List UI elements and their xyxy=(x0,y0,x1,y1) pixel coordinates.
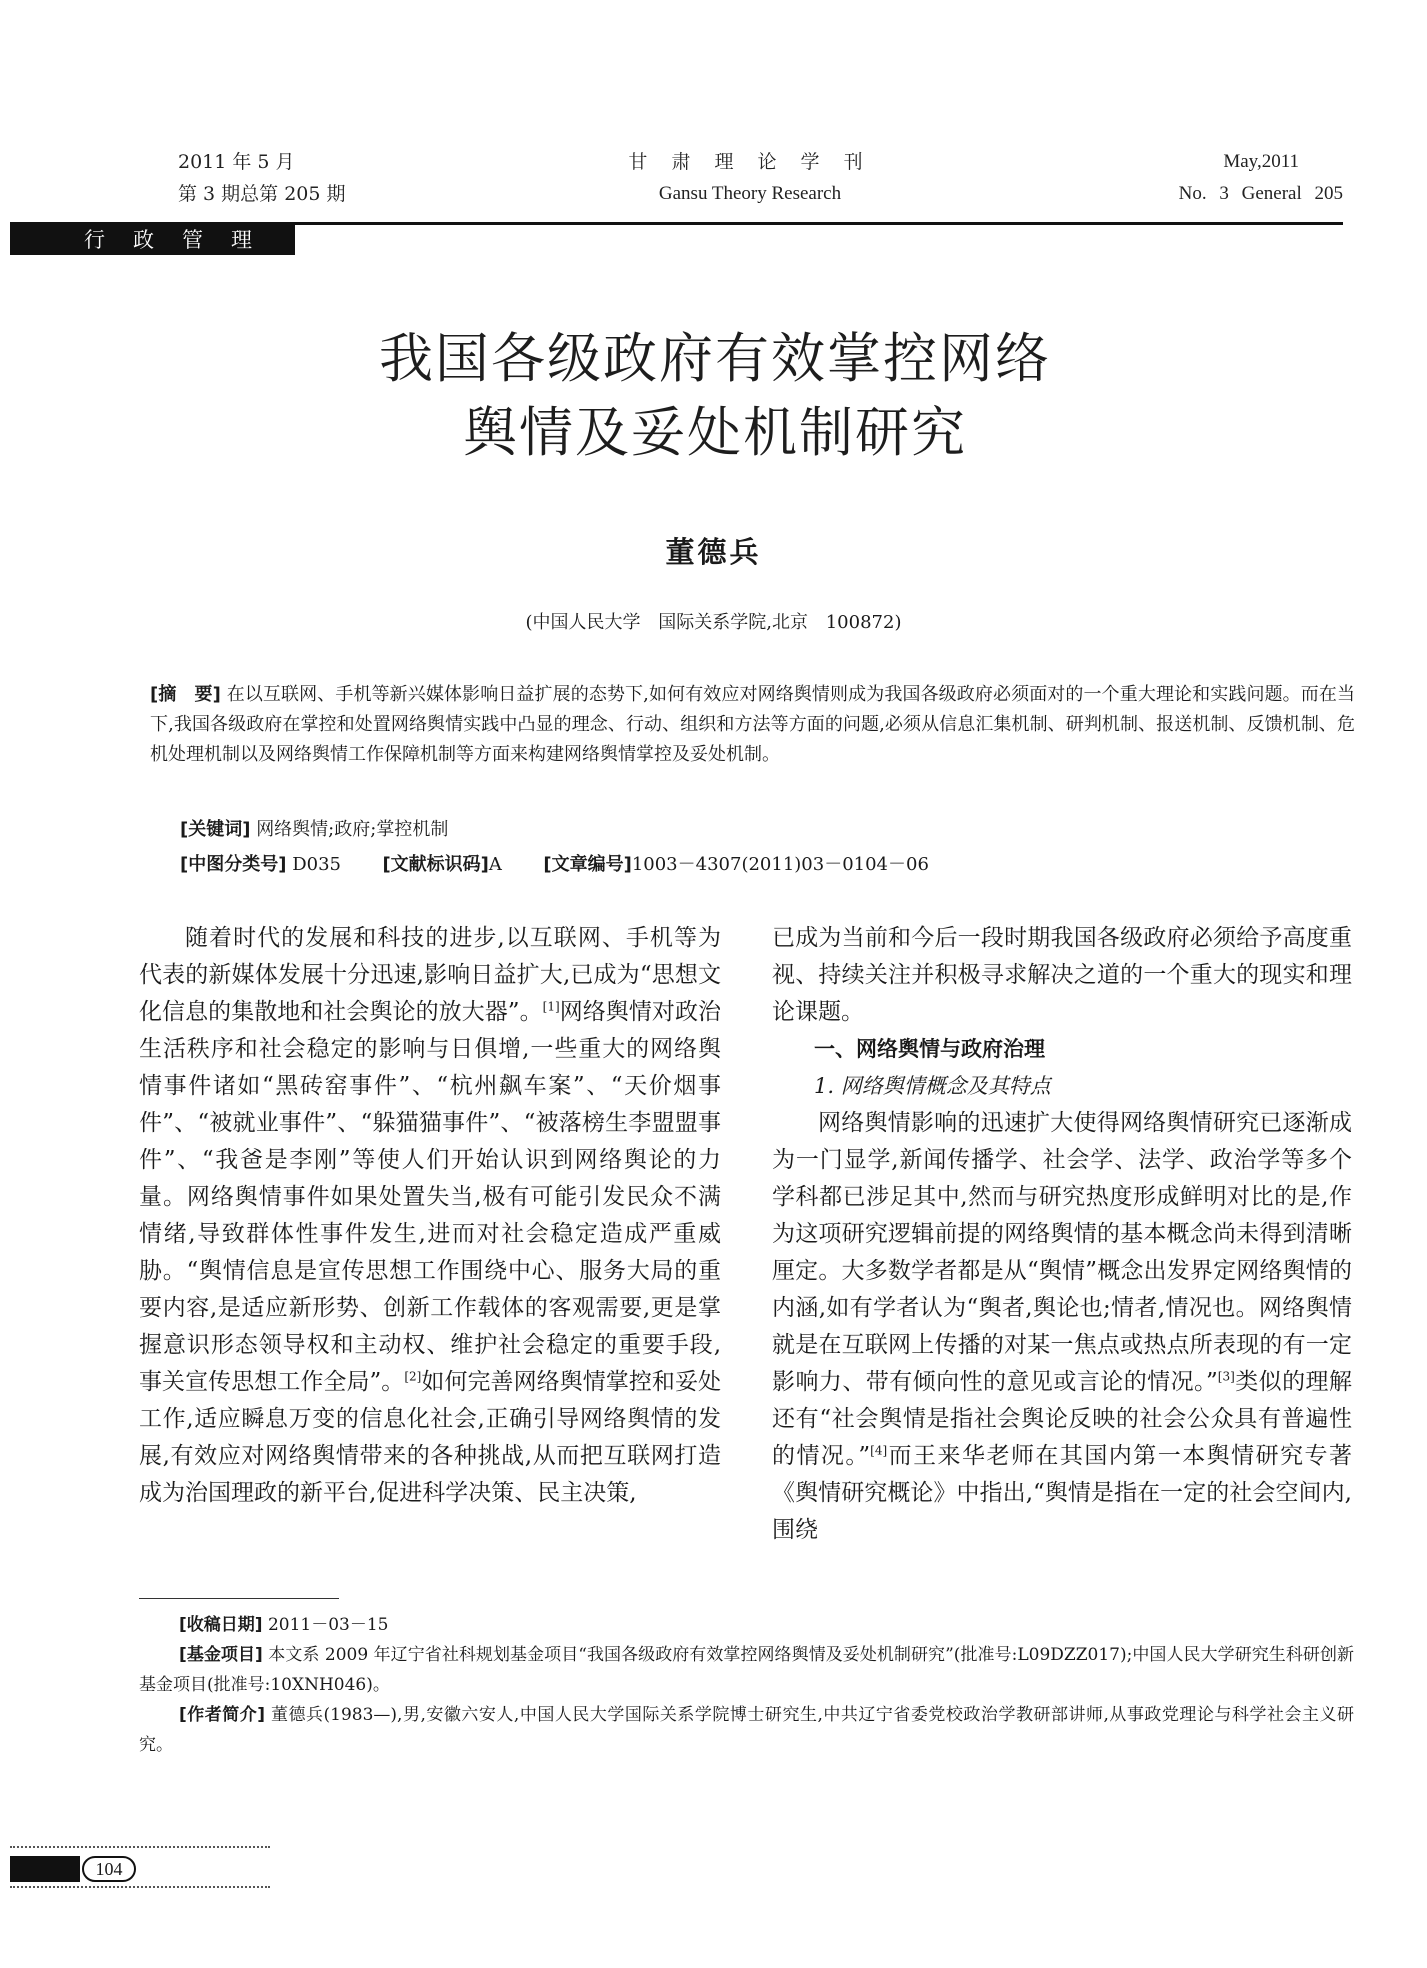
journal-name-en: Gansu Theory Research xyxy=(658,183,842,204)
article-no-label: [文章编号] xyxy=(543,854,632,875)
article-title-line1: 我国各级政府有效掌控网络 xyxy=(379,327,1051,390)
citation-ref: [4] xyxy=(870,1443,888,1458)
footnotes xyxy=(139,1610,1354,1760)
keywords xyxy=(180,815,448,845)
doc-code-label: [文献标识码] xyxy=(382,854,489,875)
doc-code-value: A xyxy=(488,854,502,875)
affiliation-zip: 100872) xyxy=(825,612,902,633)
page-number-bar xyxy=(10,1856,80,1882)
page-number-rule-top xyxy=(10,1846,270,1848)
citation-ref: [3] xyxy=(1217,1369,1235,1384)
section-heading: 一、网络舆情与政府治理 xyxy=(814,1037,1045,1061)
abstract xyxy=(150,680,1355,770)
body-column-right xyxy=(772,920,1352,1549)
article-title xyxy=(200,322,1230,470)
body-paragraph: 已成为当前和今后一段时期我国各级政府必须给予高度重视、持续关注并积极寻求解决之道的一个重大的现实和理论课题。 xyxy=(772,925,1352,1025)
body-column-left xyxy=(139,920,721,1512)
classification-line xyxy=(180,850,929,880)
page-number-rule-bottom xyxy=(10,1886,270,1888)
subsection-heading: 1. 网络舆情概念及其特点 xyxy=(814,1074,1051,1098)
footnote-received: [收稿日期] 2011－03－15 xyxy=(179,1615,389,1635)
citation-ref: [1] xyxy=(542,999,560,1014)
body-paragraph: 网络舆情影响的迅速扩大使得网络舆情研究已逐渐成为一门显学,新闻传播学、社会学、法学、政治学等多个学科都已涉足其中,然而与研究热度形成鲜明对比的是,作为这项研究逻辑前提的网络舆情的基本概念尚未得到清晰厘定。大多数学者都是从“舆情”概念出发界定网络舆情的内涵,如有学者认为“舆者,舆论也;情者,情况也。网络舆情就是在互联网上传播的对某一焦点或热点所表现的有一定影响力、带有倾向性的意见或言论的情况。”[3]类似的理解还有“社会舆情是指社会舆论反映的社会公众具有普遍性的情况。”[4]而王来华老师在其国内第一本舆情研究专著《舆情研究概论》中指出,“舆情是指在一定的社会空间内,围绕 xyxy=(772,1110,1353,1543)
article-title-line2: 舆情及妥处机制研究 xyxy=(463,401,967,464)
footnote-fund: [基金项目] 本文系 2009 年辽宁省社科规划基金项目“我国各级政府有效掌控网络舆情及妥处机制研究”(批准号:L09DZZ017);中国人民大学研究生科研创新基金项目(批准号:10XNH046)。 xyxy=(139,1645,1355,1695)
author-name: 董德兵 xyxy=(665,535,762,569)
abstract-label: [摘 要] xyxy=(150,684,221,705)
footnote-author-bio: [作者简介] 董德兵(1983—),男,安徽六安人,中国人民大学国际关系学院博士研究生,中共辽宁省委党校政治学教研部讲师,从事政党理论与科学社会主义研究。 xyxy=(139,1705,1354,1755)
citation-ref: [2] xyxy=(404,1369,422,1384)
issue-date: 2011 年 5 月 xyxy=(178,151,295,173)
clc-value: D035 xyxy=(292,854,341,875)
clc-label: [中图分类号] xyxy=(180,854,287,875)
body-paragraph: 随着时代的发展和科技的进步,以互联网、手机等为代表的新媒体发展十分迅速,影响日益扩大,已成为“思想文化信息的集散地和社会舆论的放大器”。[1]网络舆情对政治生活秩序和社会稳定的影响与日俱增,一些重大的网络舆情事件诸如“黑砖窑事件”、“杭州飙车案”、“天价烟事件”、“被就业事件”、“躲猫猫事件”、“被落榜生李盟盟事件”、“我爸是李刚”等使人们开始认识到网络舆论的力量。网络舆情事件如果处置失当,极有可能引发民众不满情绪,导致群体性事件发生,进而对社会稳定造成严重威胁。“舆情信息是宣传思想工作围绕中心、服务大局的重要内容,是适应新形势、创新工作载体的客观需要,更是掌握意识形态领导权和主动权、维护社会稳定的重要手段,事关宣传思想工作全局”。[2]如何完善网络舆情掌控和妥处工作,适应瞬息万变的信息化社会,正确引导网络舆情的发展,有效应对网络舆情带来的各种挑战,从而把互联网打造成为治国理政的新平台,促进科学决策、民主决策, xyxy=(139,925,722,1506)
journal-date-issue xyxy=(178,148,346,208)
journal-name-cn: 甘 肃 理 论 学 刊 xyxy=(628,151,872,173)
article-no-value: 1003－4307(2011)03－0104－06 xyxy=(631,854,929,875)
abstract-text: 在以互联网、手机等新兴媒体影响日益扩展的态势下,如何有效应对网络舆情则成为我国各级政府必须面对的一个重大理论和实践问题。而在当下,我国各级政府在掌控和处置网络舆情实践中凸显的理念、行动、组织和方法等方面的问题,必须从信息汇集机制、研判机制、报送机制、反馈机制、危机处理机制以及网络舆情工作保障机制等方面来构建网络舆情掌控及妥处机制。 xyxy=(150,684,1355,765)
page-number: 104 xyxy=(82,1856,136,1882)
footnote-rule xyxy=(139,1598,339,1599)
keywords-text: 网络舆情;政府;掌控机制 xyxy=(256,819,449,840)
journal-date-issue-en xyxy=(1179,148,1343,208)
issue-number: 第 3 期总第 205 期 xyxy=(178,183,346,205)
section-label: 行政管理 xyxy=(10,225,295,255)
issue-date-en: May,2011 xyxy=(1223,151,1299,172)
issue-number-en: No. 3 General 205 xyxy=(1178,183,1343,204)
author-affiliation xyxy=(0,608,1427,634)
keywords-label: [关键词] xyxy=(180,819,251,840)
affiliation-dept: 国际关系学院,北京 xyxy=(658,612,808,633)
journal-name xyxy=(560,148,940,208)
affiliation-org: (中国人民大学 xyxy=(525,612,641,633)
